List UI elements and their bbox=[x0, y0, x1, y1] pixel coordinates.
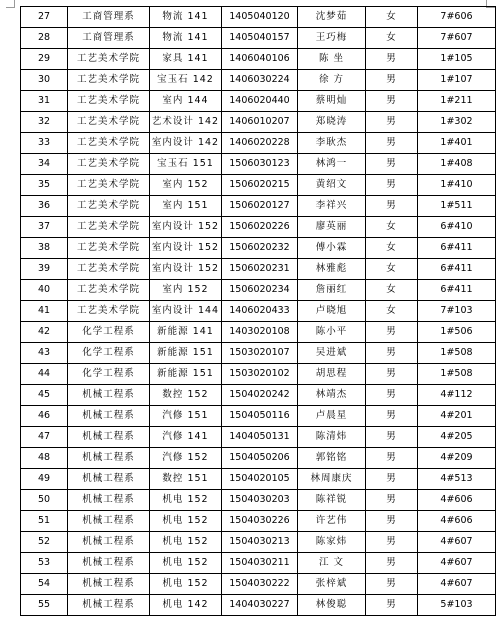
student-id-cell: 1504050206 bbox=[222, 448, 298, 469]
gender-cell: 女 bbox=[366, 301, 418, 322]
gender-cell: 男 bbox=[366, 553, 418, 574]
student-id-cell: 1406020440 bbox=[222, 91, 298, 112]
class-cell: 数控 151 bbox=[150, 469, 222, 490]
page-corner-mark bbox=[6, 7, 15, 8]
student-id-cell: 1506020226 bbox=[222, 217, 298, 238]
student-id-cell: 1504030213 bbox=[222, 532, 298, 553]
class-cell: 汽修 141 bbox=[150, 427, 222, 448]
gender-cell: 男 bbox=[366, 196, 418, 217]
department-cell: 机械工程系 bbox=[68, 490, 150, 511]
student-name-cell: 陈小平 bbox=[298, 322, 366, 343]
table-row bbox=[21, 406, 496, 427]
student-id-cell: 1404050131 bbox=[222, 427, 298, 448]
student-id-cell: 1506020127 bbox=[222, 196, 298, 217]
row-number-cell: 55 bbox=[21, 595, 68, 616]
dorm-room-cell: 4#607 bbox=[418, 553, 496, 574]
class-cell: 室内 152 bbox=[150, 175, 222, 196]
gender-cell: 男 bbox=[366, 448, 418, 469]
department-cell: 工艺美术学院 bbox=[68, 112, 150, 133]
row-number-cell: 31 bbox=[21, 91, 68, 112]
gender-cell: 男 bbox=[366, 91, 418, 112]
gender-cell: 男 bbox=[366, 70, 418, 91]
dorm-room-cell: 4#201 bbox=[418, 406, 496, 427]
table-row bbox=[21, 469, 496, 490]
department-cell: 工艺美术学院 bbox=[68, 91, 150, 112]
table-row bbox=[21, 196, 496, 217]
row-number-cell: 27 bbox=[21, 7, 68, 28]
table-row bbox=[21, 7, 496, 28]
table-row bbox=[21, 217, 496, 238]
row-number-cell: 33 bbox=[21, 133, 68, 154]
class-cell: 数控 152 bbox=[150, 385, 222, 406]
student-id-cell: 1506020231 bbox=[222, 259, 298, 280]
department-cell: 机械工程系 bbox=[68, 427, 150, 448]
class-cell: 室内 151 bbox=[150, 196, 222, 217]
department-cell: 工艺美术学院 bbox=[68, 238, 150, 259]
student-name-cell: 李耿杰 bbox=[298, 133, 366, 154]
table-row bbox=[21, 91, 496, 112]
row-number-cell: 37 bbox=[21, 217, 68, 238]
student-name-cell: 傅小霖 bbox=[298, 238, 366, 259]
student-name-cell: 郑晓涛 bbox=[298, 112, 366, 133]
department-cell: 工艺美术学院 bbox=[68, 154, 150, 175]
table-row bbox=[21, 427, 496, 448]
student-name-cell: 黄绍文 bbox=[298, 175, 366, 196]
dorm-room-cell: 4#607 bbox=[418, 532, 496, 553]
table-row bbox=[21, 511, 496, 532]
class-cell: 室内 152 bbox=[150, 280, 222, 301]
class-cell: 室内设计 142 bbox=[150, 133, 222, 154]
student-name-cell: 卢晓旭 bbox=[298, 301, 366, 322]
gender-cell: 女 bbox=[366, 238, 418, 259]
department-cell: 工艺美术学院 bbox=[68, 133, 150, 154]
department-cell: 机械工程系 bbox=[68, 553, 150, 574]
row-number-cell: 46 bbox=[21, 406, 68, 427]
table-row bbox=[21, 154, 496, 175]
gender-cell: 男 bbox=[366, 385, 418, 406]
student-name-cell: 蔡明灿 bbox=[298, 91, 366, 112]
student-name-cell: 胡思程 bbox=[298, 364, 366, 385]
row-number-cell: 44 bbox=[21, 364, 68, 385]
row-number-cell: 38 bbox=[21, 238, 68, 259]
dorm-room-cell: 7#103 bbox=[418, 301, 496, 322]
dorm-room-cell: 1#506 bbox=[418, 322, 496, 343]
student-name-cell: 廖英丽 bbox=[298, 217, 366, 238]
gender-cell: 男 bbox=[366, 595, 418, 616]
student-id-cell: 1503020107 bbox=[222, 343, 298, 364]
gender-cell: 男 bbox=[366, 364, 418, 385]
row-number-cell: 50 bbox=[21, 490, 68, 511]
student-id-cell: 1504020105 bbox=[222, 469, 298, 490]
department-cell: 工艺美术学院 bbox=[68, 196, 150, 217]
student-name-cell: 林雅彪 bbox=[298, 259, 366, 280]
student-id-cell: 1503020102 bbox=[222, 364, 298, 385]
student-id-cell: 1504020242 bbox=[222, 385, 298, 406]
row-number-cell: 52 bbox=[21, 532, 68, 553]
row-number-cell: 36 bbox=[21, 196, 68, 217]
student-id-cell: 1406040106 bbox=[222, 49, 298, 70]
gender-cell: 男 bbox=[366, 322, 418, 343]
department-cell: 化学工程系 bbox=[68, 364, 150, 385]
department-cell: 工商管理系 bbox=[68, 28, 150, 49]
class-cell: 物流 141 bbox=[150, 28, 222, 49]
student-name-cell: 陈清炜 bbox=[298, 427, 366, 448]
class-cell: 机电 152 bbox=[150, 511, 222, 532]
table-row bbox=[21, 343, 496, 364]
row-number-cell: 43 bbox=[21, 343, 68, 364]
gender-cell: 女 bbox=[366, 259, 418, 280]
student-id-cell: 1406020433 bbox=[222, 301, 298, 322]
class-cell: 室内设计 144 bbox=[150, 301, 222, 322]
table-row bbox=[21, 301, 496, 322]
gender-cell: 男 bbox=[366, 49, 418, 70]
gender-cell: 男 bbox=[366, 532, 418, 553]
gender-cell: 女 bbox=[366, 280, 418, 301]
department-cell: 工艺美术学院 bbox=[68, 301, 150, 322]
student-id-cell: 1504030203 bbox=[222, 490, 298, 511]
student-name-cell: 郭铭铭 bbox=[298, 448, 366, 469]
table-row bbox=[21, 280, 496, 301]
student-id-cell: 1506030123 bbox=[222, 154, 298, 175]
student-id-cell: 1404030227 bbox=[222, 595, 298, 616]
student-name-cell: 江 文 bbox=[298, 553, 366, 574]
class-cell: 机电 152 bbox=[150, 553, 222, 574]
table-row bbox=[21, 490, 496, 511]
department-cell: 机械工程系 bbox=[68, 595, 150, 616]
gender-cell: 男 bbox=[366, 406, 418, 427]
dorm-room-cell: 1#508 bbox=[418, 364, 496, 385]
table-row bbox=[21, 112, 496, 133]
table-row bbox=[21, 49, 496, 70]
dorm-room-cell: 1#211 bbox=[418, 91, 496, 112]
student-name-cell: 林鸿一 bbox=[298, 154, 366, 175]
table-row bbox=[21, 28, 496, 49]
gender-cell: 男 bbox=[366, 427, 418, 448]
student-name-cell: 林俊聪 bbox=[298, 595, 366, 616]
table-row bbox=[21, 385, 496, 406]
gender-cell: 男 bbox=[366, 574, 418, 595]
row-number-cell: 29 bbox=[21, 49, 68, 70]
row-number-cell: 54 bbox=[21, 574, 68, 595]
row-number-cell: 53 bbox=[21, 553, 68, 574]
row-number-cell: 34 bbox=[21, 154, 68, 175]
dorm-room-cell: 6#411 bbox=[418, 280, 496, 301]
student-dorm-table bbox=[20, 6, 496, 616]
student-id-cell: 1504030211 bbox=[222, 553, 298, 574]
department-cell: 工艺美术学院 bbox=[68, 280, 150, 301]
row-number-cell: 28 bbox=[21, 28, 68, 49]
table-body bbox=[21, 7, 496, 616]
dorm-room-cell: 6#411 bbox=[418, 238, 496, 259]
class-cell: 室内设计 152 bbox=[150, 259, 222, 280]
dorm-room-cell: 7#606 bbox=[418, 7, 496, 28]
class-cell: 机电 142 bbox=[150, 595, 222, 616]
table-row bbox=[21, 259, 496, 280]
dorm-room-cell: 1#302 bbox=[418, 112, 496, 133]
department-cell: 工艺美术学院 bbox=[68, 217, 150, 238]
class-cell: 汽修 151 bbox=[150, 406, 222, 427]
class-cell: 艺术设计 142 bbox=[150, 112, 222, 133]
row-number-cell: 45 bbox=[21, 385, 68, 406]
row-number-cell: 47 bbox=[21, 427, 68, 448]
gender-cell: 男 bbox=[366, 112, 418, 133]
dorm-room-cell: 4#112 bbox=[418, 385, 496, 406]
student-name-cell: 卢晨星 bbox=[298, 406, 366, 427]
row-number-cell: 49 bbox=[21, 469, 68, 490]
class-cell: 宝玉石 142 bbox=[150, 70, 222, 91]
dorm-room-cell: 1#401 bbox=[418, 133, 496, 154]
dorm-room-cell: 4#205 bbox=[418, 427, 496, 448]
row-number-cell: 42 bbox=[21, 322, 68, 343]
dorm-room-cell: 5#103 bbox=[418, 595, 496, 616]
student-name-cell: 李祥兴 bbox=[298, 196, 366, 217]
student-name-cell: 詹丽红 bbox=[298, 280, 366, 301]
table-row bbox=[21, 364, 496, 385]
department-cell: 化学工程系 bbox=[68, 322, 150, 343]
dorm-room-cell: 1#511 bbox=[418, 196, 496, 217]
department-cell: 工商管理系 bbox=[68, 7, 150, 28]
student-id-cell: 1405040120 bbox=[222, 7, 298, 28]
table-row bbox=[21, 595, 496, 616]
gender-cell: 男 bbox=[366, 133, 418, 154]
student-id-cell: 1504050116 bbox=[222, 406, 298, 427]
dorm-room-cell: 4#607 bbox=[418, 574, 496, 595]
student-id-cell: 1506020234 bbox=[222, 280, 298, 301]
gender-cell: 男 bbox=[366, 469, 418, 490]
dorm-room-cell: 1#508 bbox=[418, 343, 496, 364]
department-cell: 工艺美术学院 bbox=[68, 49, 150, 70]
table-row bbox=[21, 70, 496, 91]
department-cell: 机械工程系 bbox=[68, 511, 150, 532]
class-cell: 新能源 141 bbox=[150, 322, 222, 343]
student-name-cell: 林周康庆 bbox=[298, 469, 366, 490]
row-number-cell: 40 bbox=[21, 280, 68, 301]
student-id-cell: 1406030224 bbox=[222, 70, 298, 91]
department-cell: 机械工程系 bbox=[68, 406, 150, 427]
gender-cell: 男 bbox=[366, 511, 418, 532]
department-cell: 机械工程系 bbox=[68, 448, 150, 469]
row-number-cell: 35 bbox=[21, 175, 68, 196]
gender-cell: 女 bbox=[366, 217, 418, 238]
department-cell: 工艺美术学院 bbox=[68, 259, 150, 280]
student-name-cell: 沈梦茹 bbox=[298, 7, 366, 28]
row-number-cell: 39 bbox=[21, 259, 68, 280]
gender-cell: 男 bbox=[366, 343, 418, 364]
dorm-room-cell: 1#105 bbox=[418, 49, 496, 70]
table-row bbox=[21, 574, 496, 595]
gender-cell: 女 bbox=[366, 7, 418, 28]
student-name-cell: 徐 方 bbox=[298, 70, 366, 91]
dorm-room-cell: 6#410 bbox=[418, 217, 496, 238]
student-id-cell: 1506020232 bbox=[222, 238, 298, 259]
class-cell: 家具 141 bbox=[150, 49, 222, 70]
class-cell: 新能源 151 bbox=[150, 364, 222, 385]
student-id-cell: 1406010207 bbox=[222, 112, 298, 133]
student-name-cell: 张梓斌 bbox=[298, 574, 366, 595]
student-id-cell: 1403020108 bbox=[222, 322, 298, 343]
dorm-room-cell: 7#607 bbox=[418, 28, 496, 49]
dorm-room-cell: 4#606 bbox=[418, 490, 496, 511]
table-row bbox=[21, 532, 496, 553]
table-row bbox=[21, 175, 496, 196]
student-name-cell: 林靖杰 bbox=[298, 385, 366, 406]
student-name-cell: 吴进斌 bbox=[298, 343, 366, 364]
student-name-cell: 王巧梅 bbox=[298, 28, 366, 49]
gender-cell: 男 bbox=[366, 154, 418, 175]
student-name-cell: 陈祥锐 bbox=[298, 490, 366, 511]
dorm-room-cell: 6#411 bbox=[418, 259, 496, 280]
student-name-cell: 陈家炜 bbox=[298, 532, 366, 553]
row-number-cell: 48 bbox=[21, 448, 68, 469]
class-cell: 室内 144 bbox=[150, 91, 222, 112]
table-row bbox=[21, 322, 496, 343]
row-number-cell: 30 bbox=[21, 70, 68, 91]
department-cell: 机械工程系 bbox=[68, 532, 150, 553]
row-number-cell: 51 bbox=[21, 511, 68, 532]
gender-cell: 男 bbox=[366, 490, 418, 511]
table-row bbox=[21, 238, 496, 259]
department-cell: 工艺美术学院 bbox=[68, 175, 150, 196]
dorm-room-cell: 4#513 bbox=[418, 469, 496, 490]
student-id-cell: 1504030226 bbox=[222, 511, 298, 532]
class-cell: 室内设计 152 bbox=[150, 217, 222, 238]
class-cell: 物流 141 bbox=[150, 7, 222, 28]
dorm-room-cell: 1#107 bbox=[418, 70, 496, 91]
table-row bbox=[21, 448, 496, 469]
student-id-cell: 1504030222 bbox=[222, 574, 298, 595]
student-id-cell: 1405040157 bbox=[222, 28, 298, 49]
class-cell: 宝玉石 151 bbox=[150, 154, 222, 175]
student-id-cell: 1406020228 bbox=[222, 133, 298, 154]
dorm-room-cell: 1#410 bbox=[418, 175, 496, 196]
row-number-cell: 41 bbox=[21, 301, 68, 322]
student-name-cell: 许艺伟 bbox=[298, 511, 366, 532]
department-cell: 机械工程系 bbox=[68, 385, 150, 406]
class-cell: 机电 152 bbox=[150, 490, 222, 511]
dorm-room-cell: 4#606 bbox=[418, 511, 496, 532]
department-cell: 机械工程系 bbox=[68, 574, 150, 595]
table-row bbox=[21, 133, 496, 154]
class-cell: 室内设计 152 bbox=[150, 238, 222, 259]
gender-cell: 男 bbox=[366, 175, 418, 196]
class-cell: 汽修 152 bbox=[150, 448, 222, 469]
department-cell: 化学工程系 bbox=[68, 343, 150, 364]
gender-cell: 女 bbox=[366, 28, 418, 49]
class-cell: 机电 152 bbox=[150, 532, 222, 553]
dorm-room-cell: 1#408 bbox=[418, 154, 496, 175]
department-cell: 机械工程系 bbox=[68, 469, 150, 490]
row-number-cell: 32 bbox=[21, 112, 68, 133]
class-cell: 机电 152 bbox=[150, 574, 222, 595]
class-cell: 新能源 151 bbox=[150, 343, 222, 364]
student-id-cell: 1506020215 bbox=[222, 175, 298, 196]
table-row bbox=[21, 553, 496, 574]
department-cell: 工艺美术学院 bbox=[68, 70, 150, 91]
dorm-room-cell: 4#209 bbox=[418, 448, 496, 469]
student-name-cell: 陈 坐 bbox=[298, 49, 366, 70]
